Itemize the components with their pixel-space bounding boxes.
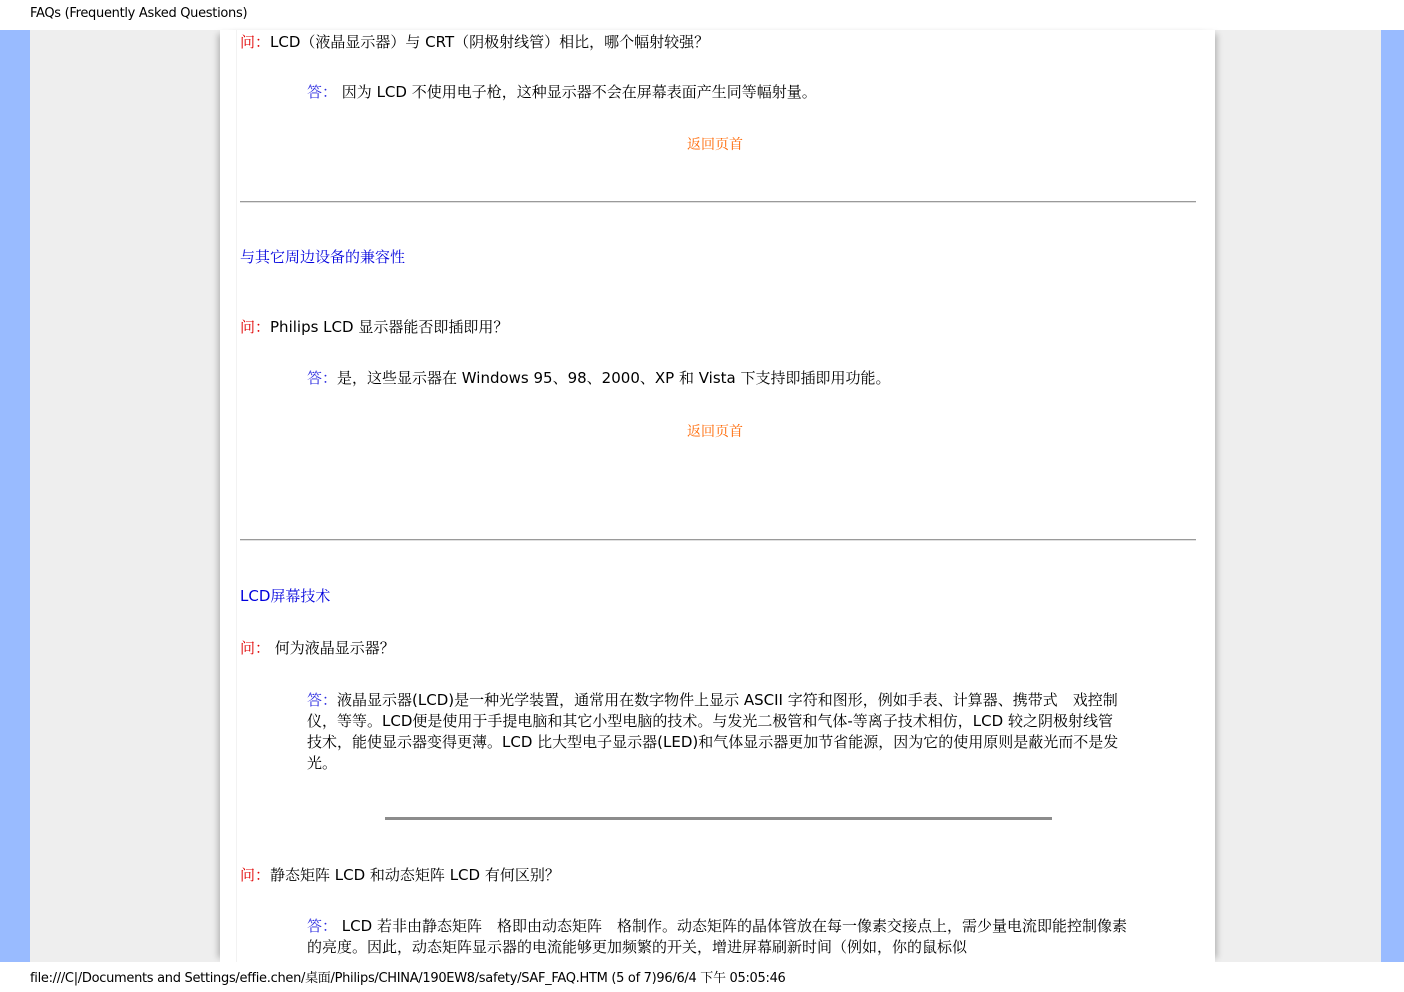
answer-plug-and-play xyxy=(307,368,1127,389)
question-label: 问： xyxy=(240,318,271,336)
right-blue-stripe xyxy=(1381,30,1404,962)
print-header xyxy=(0,0,1404,30)
back-to-top-link[interactable]: 返回页首 xyxy=(687,137,743,153)
question-divider xyxy=(385,817,1052,820)
question-lcd-vs-crt xyxy=(240,31,709,52)
answer-what-is-lcd xyxy=(307,690,1127,774)
answer-label: 答： xyxy=(307,369,338,387)
question-text: 何为液晶显示器？ xyxy=(274,639,395,657)
file-path: file:///C|/Documents and Settings/effie.chen/桌面/Philips/CHINA/190EW8/safety/SAF_FAQ.HTM (5 of 7)96/6/4 下午 05:05:46 xyxy=(30,971,786,986)
question-plug-and-play xyxy=(240,316,508,337)
content-inner-edge xyxy=(236,30,237,962)
question-label: 问： xyxy=(240,639,271,657)
content-area xyxy=(220,30,1215,962)
answer-text: 是，这些显示器在 Windows 95、98、2000、XP 和 Vista 下支持即插即用功能。 xyxy=(337,369,891,387)
section-divider xyxy=(240,201,1196,203)
page-title: FAQs (Frequently Asked Questions) xyxy=(30,6,248,21)
answer-text: 液晶显示器(LCD)是一种光学装置，通常用在数字物件上显示 ASCII 字符和图形，例如手表、计算器、携带式 戏控制仪，等等。LCD便是使用于手提电脑和其它小型电脑的技术。与发光二极管和气体-等离子技术相仿，LCD 较之阴极射线管技术，能使显示器变得更薄。LCD 比大型电子显示器(LED)和气体显示器更加节省能源，因为它的使用原则是蔽光而不是发光。 xyxy=(307,691,1119,772)
back-to-top-link[interactable]: 返回页首 xyxy=(687,424,743,440)
answer-text: 因为 LCD 不使用电子枪，这种显示器不会在屏幕表面产生同等幅射量。 xyxy=(341,83,817,101)
left-gutter xyxy=(30,30,220,962)
answer-label: 答： xyxy=(307,83,338,101)
question-text: LCD（液晶显示器）与 CRT（阴极射线管）相比，哪个幅射较强？ xyxy=(270,33,710,51)
print-footer xyxy=(0,962,1404,992)
answer-label: 答： xyxy=(307,691,338,709)
question-text: Philips LCD 显示器能否即插即用？ xyxy=(270,318,509,336)
answer-passive-vs-active-matrix xyxy=(307,916,1127,958)
question-label: 问： xyxy=(240,866,271,884)
question-passive-vs-active-matrix xyxy=(240,864,560,885)
left-blue-stripe xyxy=(0,30,30,962)
answer-text: LCD 若非由静态矩阵 格即由动态矩阵 格制作。动态矩阵的晶体管放在每一像素交接点上，需少量电流即能控制像素的亮度。因此，动态矩阵显示器的电流能够更加频繁的开关，增进屏幕刷新时间（例如，你的鼠标似 xyxy=(307,917,1127,956)
section-heading-compatibility: 与其它周边设备的兼容性 xyxy=(240,248,406,266)
answer-label: 答： xyxy=(307,917,338,935)
section-divider xyxy=(240,539,1196,541)
question-what-is-lcd xyxy=(240,637,395,658)
question-text: 静态矩阵 LCD 和动态矩阵 LCD 有何区别？ xyxy=(270,866,560,884)
right-gutter xyxy=(1215,30,1381,962)
section-heading-lcd-technology: LCD屏幕技术 xyxy=(240,587,331,605)
question-label: 问： xyxy=(240,33,271,51)
answer-lcd-vs-crt xyxy=(307,82,1127,103)
